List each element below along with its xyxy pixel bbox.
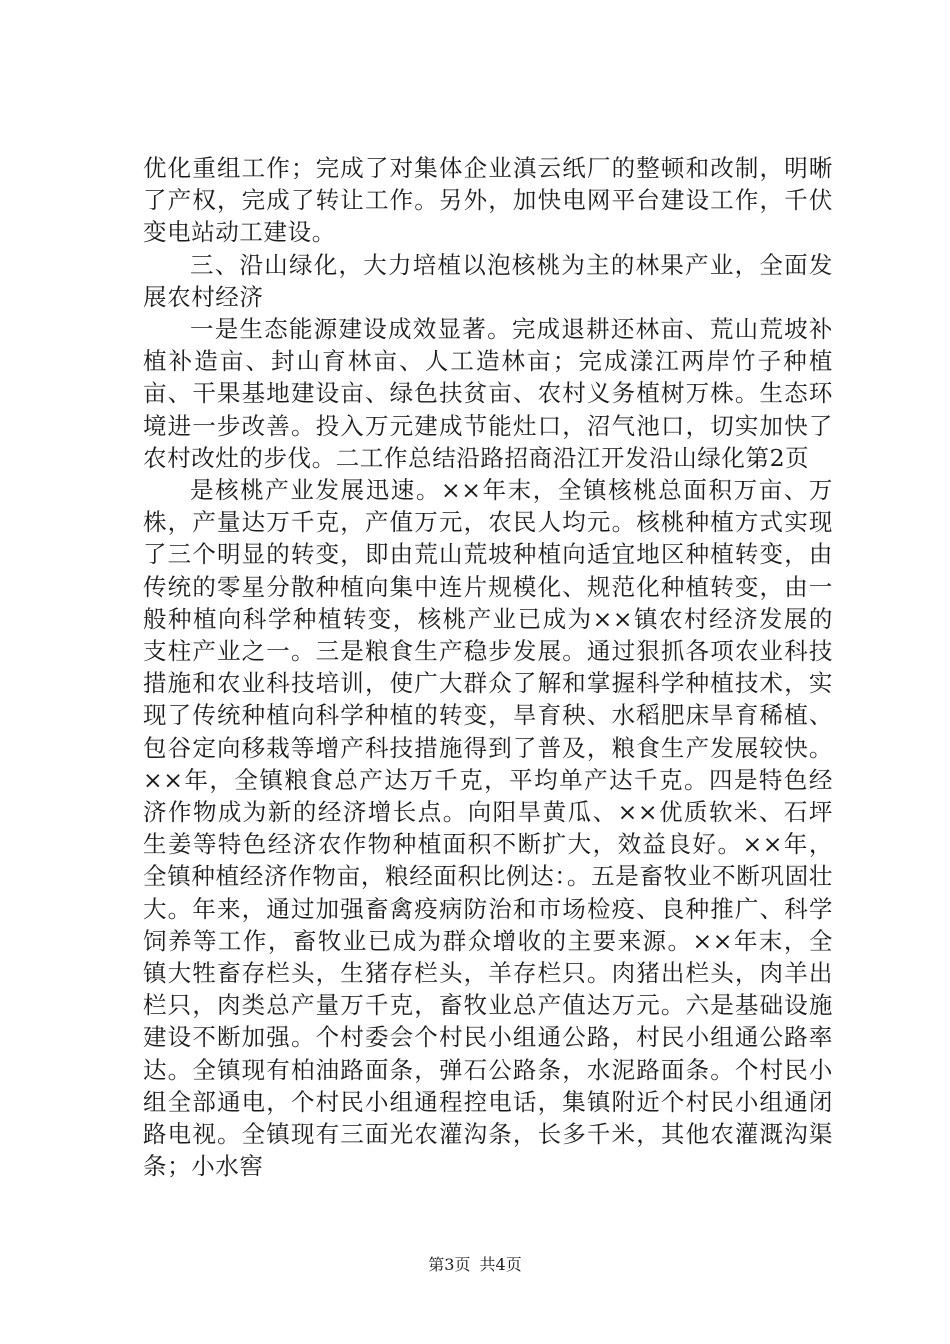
paragraph-4: 是核桃产业发展迅速。××年末，全镇核桃总面积万亩、万株，产量达万千克，产值万元，农民人均元。核桃种植方式实现了三个明显的转变，即由荒山荒坡种植向适宜地区种植转变，由传统的零星分散种植向集中连片规模化、规范化种植转变，由一般种植向科学种植转变，核桃产业已成为××镇农村经济发展的支柱产业之一。三是粮食生产稳步发展。通过狠抓各项农业科技措施和农业科技培训，使广大群众了解和掌握科学种植技术，实现了传统种植向科学种植的转变，旱育秧、水稻肥床旱育稀植、包谷定向移栽等增产科技措施得到了普及，粮食生产发展较快。××年，全镇粮食总产达万千克，平均单产达千克。四是特色经济作物成为新的经济增长点。向阳旱黄瓜、××优质软米、石坪生姜等特色经济农作物种植面积不断扩大，效益良好。××年，全镇种植经济作物亩，粮经面积比例达：。五是畜牧业不断巩固壮大。年来，通过加强畜禽疫病防治和市场检疫、良种推广、科学饲养等工作，畜牧业已成为群众增收的主要来源。××年末，全镇大牲畜存栏头，生猪存栏头，羊存栏只。肉猪出栏头，肉羊出栏只，肉类总产量万千克，畜牧业总产值达万元。六是基础设施建设不断加强。个村委会个村民小组通公路，村民小组通公路率达。全镇现有柏油路面条，弹石公路条，水泥路面条。个村民小组全部通电，个村民小组通程控电话，集镇附近个村民小组通闭路电视。全镇现有三面光农灌沟条，长多千米，其他农灌溉沟渠条；小水窖 xyxy=(143,476,833,1181)
page-footer xyxy=(0,1252,950,1275)
paragraph-3: 一是生态能源建设成效显著。完成退耕还林亩、荒山荒坡补植补造亩、封山育林亩、人工造林亩；完成漾江两岸竹子种植亩、干果基地建设亩、绿色扶贫亩、农村义务植树万株。生态环境进一步改善。投入万元建成节能灶口，沼气池口，切实加快了农村改灶的步伐。二工作总结沿路招商沿江开发沿山绿化第2页 xyxy=(143,315,833,472)
document-body xyxy=(143,152,833,1183)
paragraph-2-heading: 三、沿山绿化，大力培植以泡核桃为主的林果产业，全面发展农村经济 xyxy=(143,250,833,311)
page-number: 第3页 xyxy=(428,1255,471,1274)
page-total: 共4页 xyxy=(479,1255,522,1274)
paragraph-1: 优化重组工作；完成了对集体企业滇云纸厂的整顿和改制，明晰了产权，完成了转让工作。另外，加快电网平台建设工作，千伏变电站动工建设。 xyxy=(143,154,833,247)
